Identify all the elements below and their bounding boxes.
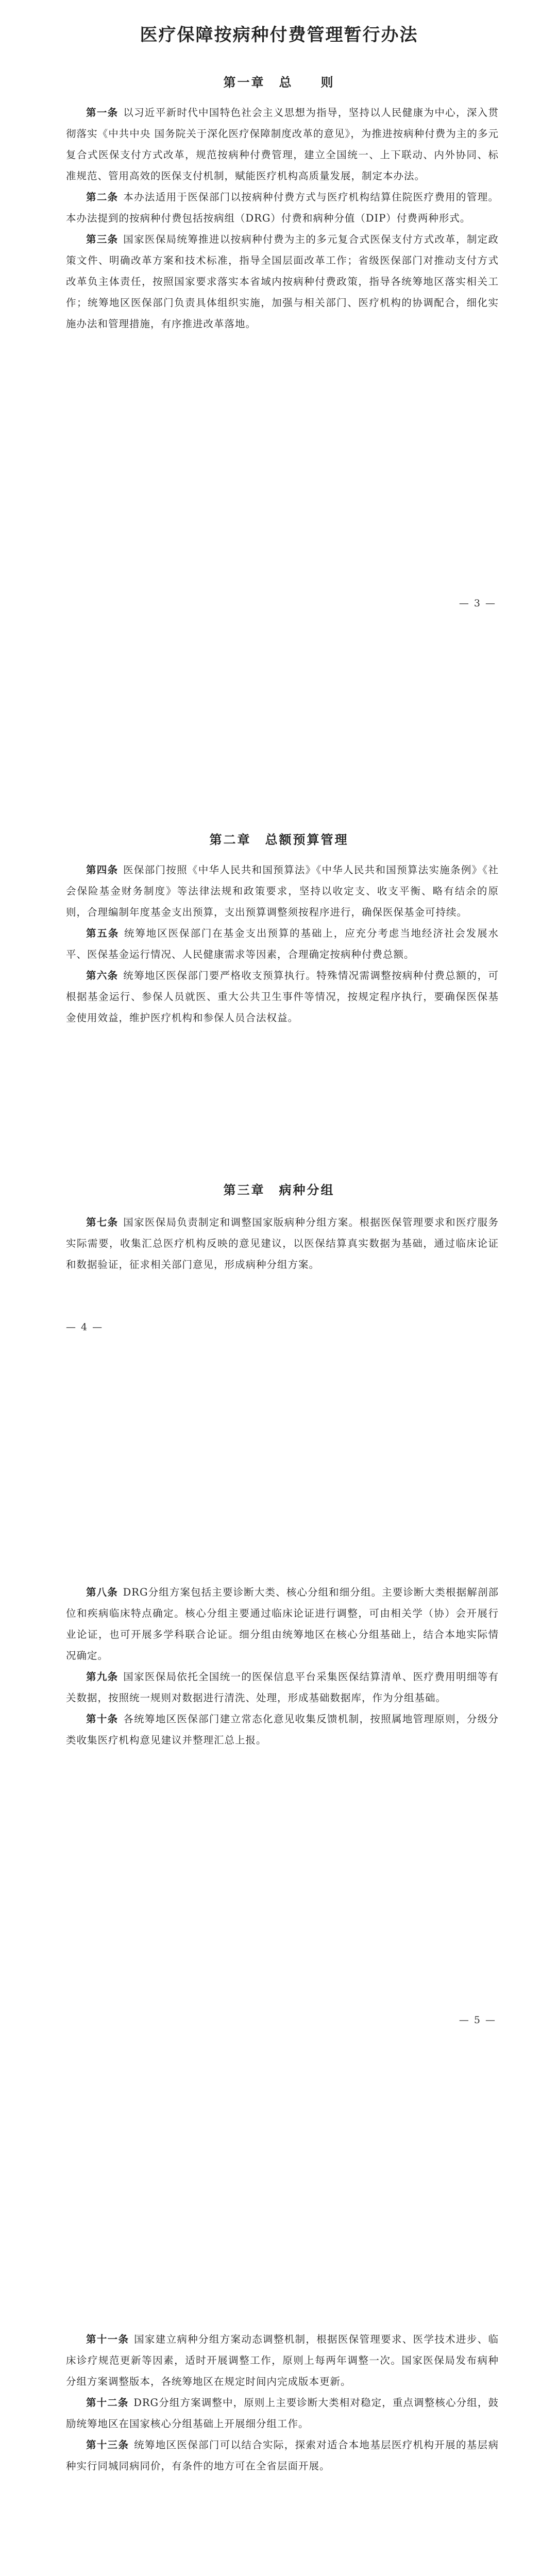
page-number: — 4 — [66,1321,104,1333]
chapter-1-heading: 第一章 总 则 [223,75,335,90]
article-text: 医保部门按照《中华人民共和国预算法》《中华人民共和国预算法实施条例》《社会保险基金财务制度》等法律法规和政策要求，坚持以收定支、收支平衡、略有结余的原则，合理编制年度基金支出预算，支出预算调整须按程序进行，确保医保基金可持续。 [66,864,499,918]
article-7 [66,1212,499,1275]
article-2 [66,187,499,229]
article-label: 第七条 [86,1216,119,1228]
article-13 [66,2434,499,2477]
article-label: 第十条 [86,1713,119,1725]
article-text: 各统筹地区医保部门建立常态化意见收集反馈机制，按照属地管理原则，分级分类收集医疗机构意见建议并整理汇总上报。 [66,1713,499,1746]
article-label: 第六条 [86,970,119,981]
article-1 [66,102,499,187]
article-label: 第十二条 [86,2397,129,2409]
article-label: 第一条 [86,107,119,118]
article-10 [66,1708,499,1751]
article-label: 第八条 [86,1586,118,1598]
article-text: 国家医保局统筹推进以按病种付费为主的多元复合式医保支付方式改革，制定政策文件、明确改革方案和技术标准，指导全国层面改革工作；省级医保部门对推动支付方式改革负主体责任，按照国家要求落实本省域内按病种付费政策，指导各统筹地区落实相关工作；统筹地区医保部门负责具体组织实施，加强与相关部门、医疗机构的协调配合，细化实施办法和管理措施，有序推进改革落地。 [66,233,499,330]
chapter-3-body-b [66,1582,499,1751]
article-text: 统筹地区医保部门可以结合实际，探索对适合本地基层医疗机构开展的基层病种实行同城同病同价，有条件的地方可在全省层面开展。 [66,2439,499,2472]
article-3 [66,229,499,334]
article-label: 第九条 [86,1671,119,1683]
article-text: 国家医保局依托全国统一的医保信息平台采集医保结算清单、医疗费用明细等有关数据，按照统一规则对数据进行清洗、处理，形成基础数据库，作为分组基础。 [66,1671,499,1704]
chapter-3-body-a [66,1212,499,1275]
article-text: 以习近平新时代中国特色社会主义思想为指导，坚持以人民健康为中心，深入贯彻落实《中共中央 国务院关于深化医疗保障制度改革的意见》，为推进按病种付费为主的多元复合式医保支付方式改革，规范按病种付费管理，建立全国统一、上下联动、内外协同、标准规范、管用高效的医保支付机制，赋能医疗机构高质量发展，制定本办法。 [66,107,499,182]
chapter-1-body [66,102,499,334]
article-label: 第三条 [86,233,119,245]
document-title: 医疗保障按病种付费管理暂行办法 [140,25,418,45]
article-label: 第二条 [86,191,119,203]
article-11 [66,2329,499,2392]
article-label: 第四条 [86,864,119,876]
article-4 [66,859,499,923]
page-number: — 5 — [459,2014,496,2026]
chapter-3-body-c [66,2329,499,2477]
page-number: — 3 — [459,598,496,609]
article-text: DRG分组方案调整中，原则上主要诊断大类相对稳定，重点调整核心分组，鼓励统筹地区在国家核心分组基础上开展细分组工作。 [66,2397,499,2430]
article-6 [66,965,499,1028]
article-9 [66,1666,499,1708]
article-label: 第十一条 [86,2333,129,2345]
article-text: 本办法适用于医保部门以按病种付费方式与医疗机构结算住院医疗费用的管理。本办法提到的按病种付费包括按病组（DRG）付费和病种分值（DIP）付费两种形式。 [66,191,499,224]
chapter-2-heading: 第二章 总额预算管理 [209,832,349,847]
article-label: 第五条 [86,927,120,939]
article-text: 统筹地区医保部门在基金支出预算的基础上，应充分考虑当地经济社会发展水平、医保基金运行情况、人民健康需求等因素，合理确定按病种付费总额。 [66,927,499,960]
article-text: DRG分组方案包括主要诊断大类、核心分组和细分组。主要诊断大类根据解剖部位和疾病临床特点确定。核心分组主要通过临床论证进行调整，可由相关学（协）会开展行业论证，也可开展多学科联合论证。细分组由统筹地区在核心分组基础上，结合本地实际情况确定。 [66,1586,499,1662]
article-label: 第十三条 [86,2439,129,2451]
chapter-2-body [66,859,499,1028]
chapter-3-heading: 第三章 病种分组 [223,1182,335,1197]
article-text: 国家建立病种分组方案动态调整机制，根据医保管理要求、医学技术进步、临床诊疗规范更新等因素，适时开展调整工作，原则上每两年调整一次。国家医保局发布病种分组方案调整版本，各统筹地区在规定时间内完成版本更新。 [66,2333,499,2387]
article-12 [66,2392,499,2434]
article-8 [66,1582,499,1666]
article-text: 国家医保局负责制定和调整国家版病种分组方案。根据医保管理要求和医疗服务实际需要，收集汇总医疗机构反映的意见建议，以医保结算真实数据为基础，通过临床论证和数据验证，征求相关部门意见，形成病种分组方案。 [66,1216,499,1270]
article-text: 统筹地区医保部门要严格收支预算执行。特殊情况需调整按病种付费总额的，可根据基金运行、参保人员就医、重大公共卫生事件等情况，按规定程序执行，要确保医保基金使用效益，维护医疗机构和参保人员合法权益。 [66,970,499,1024]
article-5 [66,923,499,965]
